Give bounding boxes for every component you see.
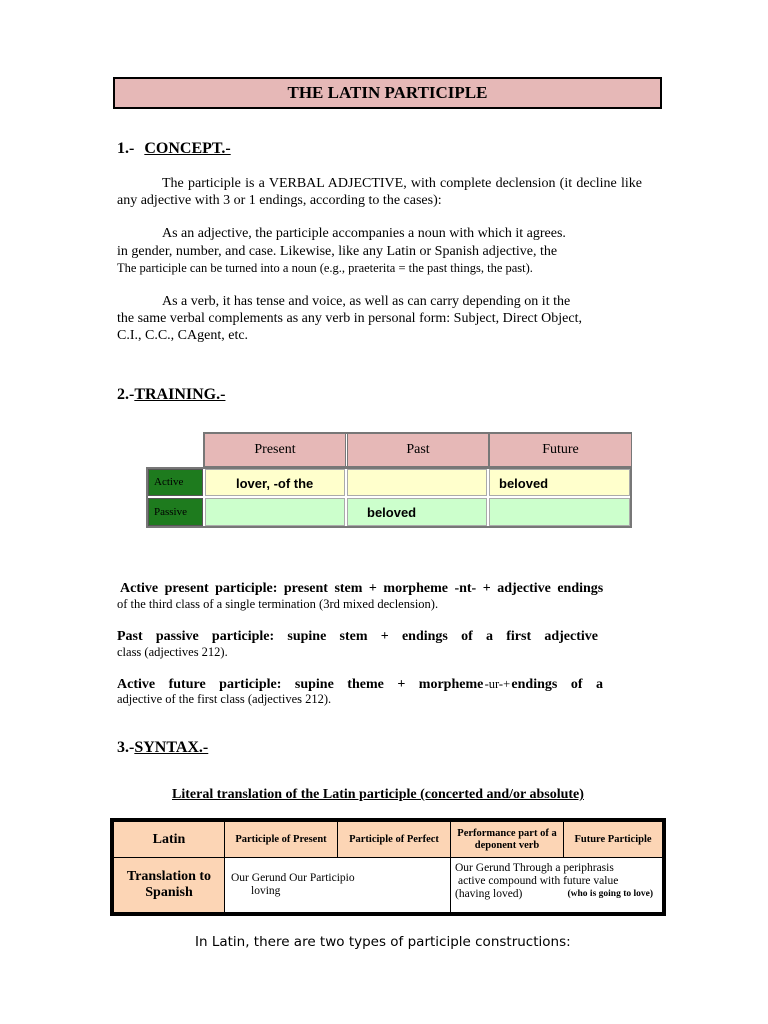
translation-table [110,818,666,916]
table-cell: beloved [489,469,630,496]
section-number: 1.- [117,140,135,157]
section-title: TRAINING.- [134,386,226,403]
row-label-active: Active [148,469,203,496]
row-label-latin: Latin [114,822,225,858]
translation-text: Our Gerund Through a periphrasis [455,862,614,874]
translation-text-who-will-love: (who is going to love) [567,889,653,899]
section-number: 3.- [117,739,135,756]
section-heading-concept [117,140,245,158]
concept-paragraph-3-line2: the same verbal complements as any verb in personal form: Subject, Direct Object, [117,311,582,326]
section-title: SYNTAX.- [134,739,209,756]
rule-active-present: Active present participle: present stem + morpheme -nt- + adjective endings [120,581,604,596]
syntax-subtitle: Literal translation of the Latin participle (concerted and/or absolute) [172,787,584,802]
rule-active-future-main: Active future participle: supine theme + morpheme [117,677,484,692]
rule-active-present-detail: of the third class of a single termination (3rd mixed declension). [117,597,439,611]
translation-cell-gerund [225,858,451,913]
rule-active-future-detail: adjective of the first class (adjectives 212). [117,692,332,706]
row-label-passive: Passive [148,498,203,526]
participle-forms-table [146,432,632,528]
rule-active-future-endings: endings of a [511,677,603,692]
row-label-translation: Translation to Spanish [114,858,225,913]
section-heading-training [117,386,249,404]
rule-morpheme: -ur-+ [484,677,511,691]
rule-active-future [117,676,603,693]
closing-text: In Latin, there are two types of participle constructions: [195,934,571,950]
concept-paragraph-2-line1: As an adjective, the participle accompanies a noun with which it agrees. [162,226,566,241]
rule-past-passive: Past passive participle: supine stem + endings of a first adjective [117,629,598,644]
translation-text-having-loved: (having loved) [455,888,523,900]
column-header-perfect-participle: Participle of Perfect [338,822,451,858]
translation-cell-periphrasis [451,858,663,913]
concept-paragraph-3-line1: As a verb, it has tense and voice, as well as can carry depending on it the [162,294,571,309]
table-cell [205,498,345,526]
concept-paragraph-2-line2: in gender, number, and case. Likewise, like any Latin or Spanish adjective, the [117,244,558,259]
section-heading-syntax [117,739,218,757]
section-number: 2.- [117,386,135,403]
translation-text: Our Gerund Our Participio [231,872,355,884]
translation-text: active compound with future value [458,875,619,887]
table-cell [489,498,630,526]
column-header-future-participle: Future Participle [564,822,663,858]
column-header-present-participle: Participle of Present [225,822,338,858]
translation-text-loving: loving [251,885,281,897]
table-cell [347,469,487,496]
concept-paragraph-3-line3: C.I., C.C., CAgent, etc. [117,328,249,343]
table-cell: beloved [347,498,487,526]
column-header-past: Past [347,434,489,466]
concept-paragraph-2-line3: The participle can be turned into a noun (e.g., praeterita = the past things, the past). [117,261,533,275]
page-title: THE LATIN PARTICIPLE [113,77,662,109]
section-title: CONCEPT.- [144,140,231,157]
concept-paragraph-1: The participle is a VERBAL ADJECTIVE, with complete declension (it decline like any adjective with 3 or 1 endings, according to the cases): [117,176,642,208]
table-cell: lover, -of the [205,469,345,496]
column-header-present: Present [205,434,346,466]
column-header-future: Future [489,434,631,466]
column-header-deponent: Performance part of a deponent verb [451,822,564,858]
rule-past-passive-detail: class (adjectives 212). [117,645,228,659]
